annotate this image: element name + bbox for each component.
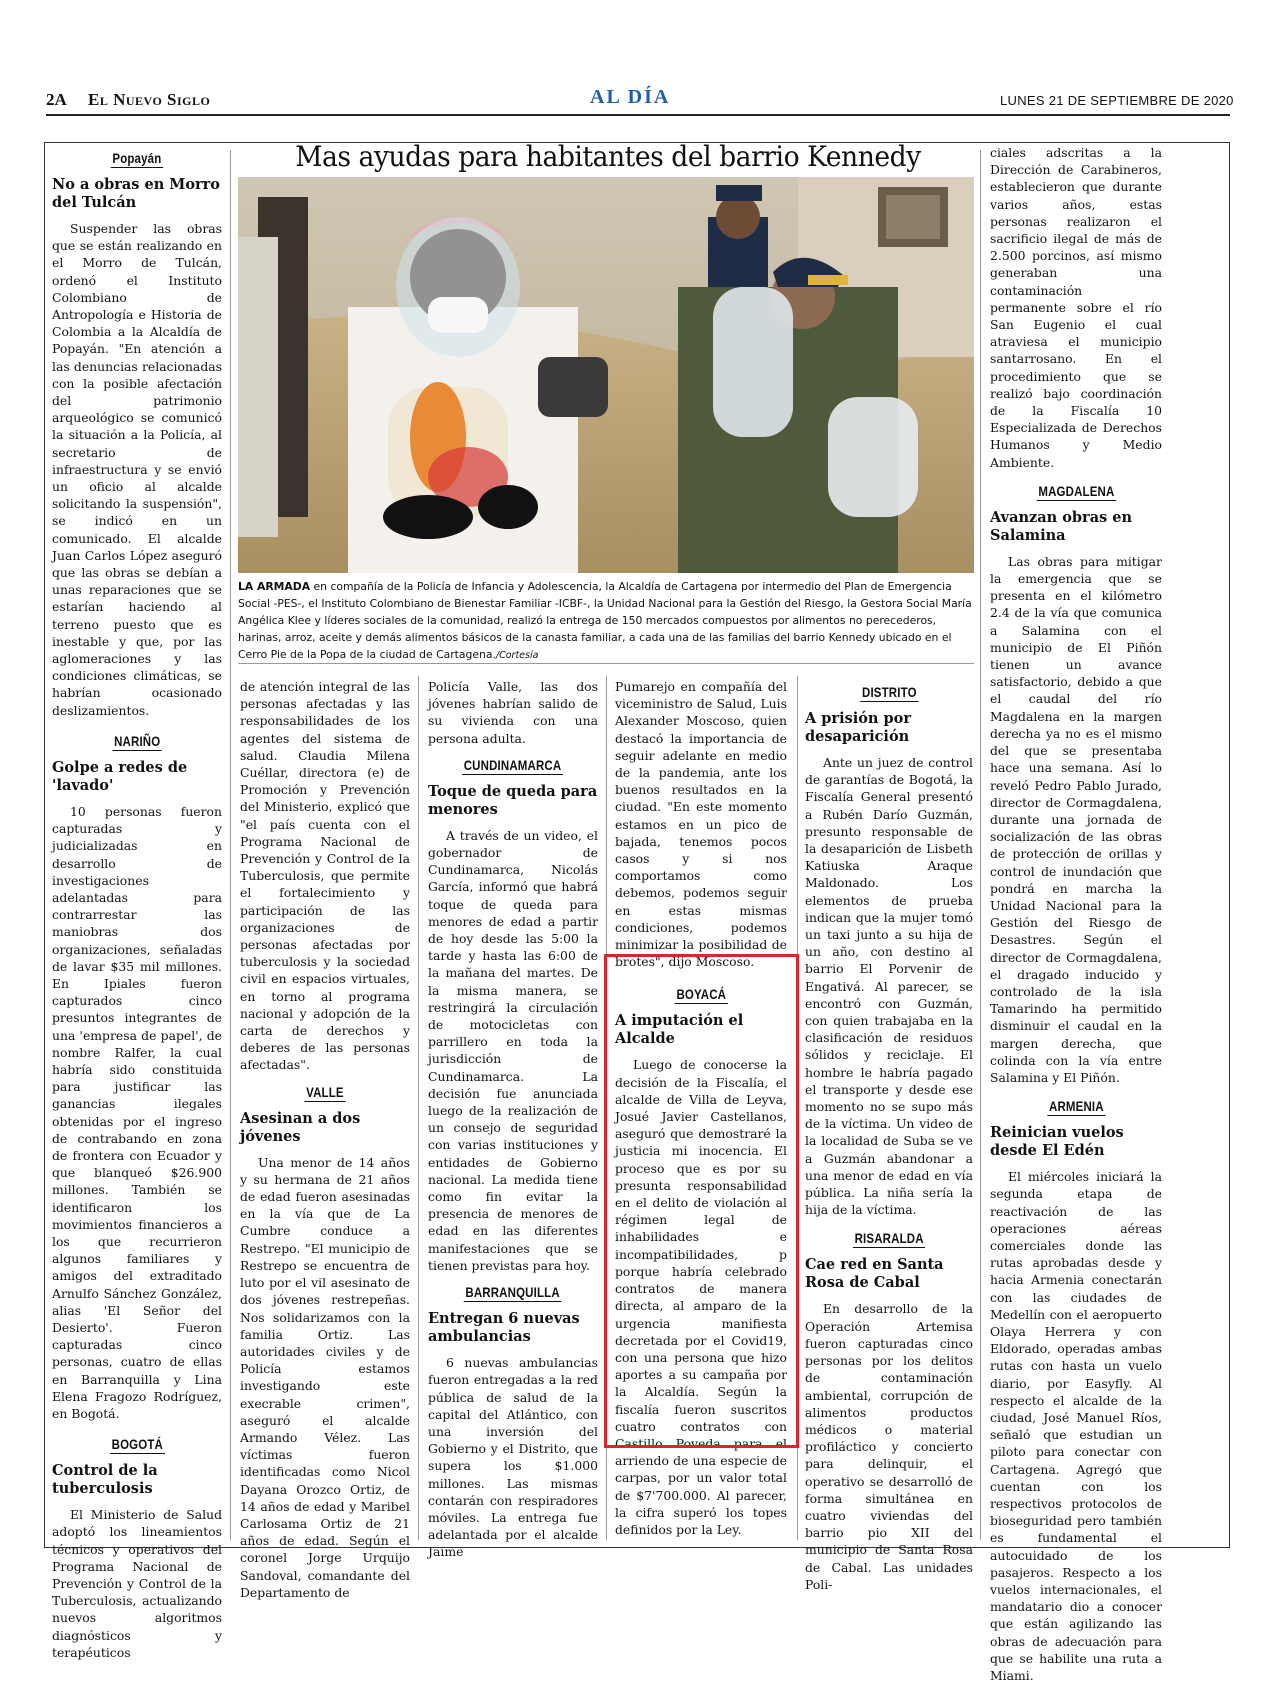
section-label-popayan: Popayán [112, 150, 162, 166]
article-title-valle: Asesinan a dos jóvenes [240, 1109, 361, 1145]
article-body-risaralda: En desarrollo de la Operación Artemisa fueron capturadas cinco personas por los delitos de contaminación ambiental, corrupción de alimentos productos médicos o material profiláctico y concierto para delinquir, el operativo se desarrolló de forma simultánea en cuatro viviendas del barrio pio XII del municipio de Santa Rosa de Cabal. Las unidades Poli- [805, 1301, 973, 1592]
article-body-risaralda-cont: ciales adscritas a la Dirección de Carabineros, establecieron que durante varios años, estas personas realizaron el sacrificio ilegal de más de 2.500 porcinos, así mismo generaban una contaminación permanente sobre el río San Eugenio el cual atraviesa el municipio santarrosano. En el procedimiento que se realizó bajo coordinación de la Fiscalía 10 Especializada de Derechos Humanos y Medio Ambiente. [990, 145, 1162, 470]
article-title-cundinamarca: Toque de queda para menores [428, 782, 598, 818]
article-title-boyaca: A imputación el Alcalde [615, 1012, 744, 1048]
main-photo [238, 177, 974, 573]
page-number: 2A [46, 90, 67, 109]
column-rule [230, 150, 231, 1540]
article-body-valle: Una menor de 14 años y su hermana de 21 años de edad fueron asesinadas en la vía que de La Cumbre conduce a Restrepo. "El municipio de Restrepo se encuentra de luto por el vil asesinato de dos jóvenes restrepeñas. Nos solidarizamos con la familia Ortiz. Las autoridades civiles y de Policía estamos investigando este execrable crimen", aseguró el alcalde Armando Vélez. Las víctimas fueron identificadas como Nicol Dayana Orozco Ortiz, de 14 años de edad y Maribel Carlosama Ortiz de 21 años de edad. Según el coronel Jorge Urquijo Sandoval, comandante del Departamento de [240, 1154, 410, 1600]
section-label-bogota: BOGOTÁ [111, 1436, 163, 1453]
article-title-risaralda: Cae red en Santa Rosa de Cabal [805, 1256, 944, 1292]
section-label-distrito: DISTRITO [861, 684, 917, 700]
section-label-magdalena: MAGDALENA [1037, 482, 1115, 499]
article-title-magdalena: Avanzan obras en Salamina [990, 508, 1133, 544]
caption-text: en compañía de la Policía de Infancia y Adolescencia, la Alcaldía de Cartagena por intermedio del Plan de Emergencia Social -PES-, el Instituto Colombiano de Bienestar Familiar -ICBF-, la Unidad Nacional para la Gestión del Riesgo, la Gestora Social María Angélica Klee y líderes sociales de la comunidad, realizó la entrega de 150 mercados compuestos por alimentos no perecederos, harinas, arroz, aceite y demás alimentos básicos de la canasta familiar, a cada una de las familias del barrio Kennedy ubicado en el Cerro Pie de la Popa de la ciudad de Cartagena. [238, 580, 972, 661]
column-3 [428, 678, 598, 1560]
article-body-boyaca: Luego de conocerse la decisión de la Fiscalía, el alcalde de Villa de Leyva, Josué Javier Castellanos, aseguró que demostraré la justicia mi inocencia. El proceso que es por su presunta responsabilidad en el delito de violación al régimen legal de inhabilidades e incompatibilidades, p porque habría celebrado contratos de manera directa, al amparo de la urgencia manifiesta decretada por el Covid19, con una persona que hizo aportes a su campaña por la Alcaldía. Según la fiscalía fueron suscritos cuatro contratos con Castillo Poveda para el arriendo de una especie de carpas, por un valor total de $7'700.000. Al parecer, la cifra superó los topes definidos por la Ley. [615, 1057, 787, 1537]
column-rule [980, 150, 981, 1540]
photo-caption [238, 578, 974, 664]
article-body-narino: 10 personas fueron capturadas y judicializadas en desarrollo de investigaciones adelantadas para contrarrestar las maniobras dos organizaciones, señaladas de lavar $35 mil millones. En Ipiales fueron capturados cinco presuntos integrantes de una 'empresa de papel', de nombre Ralfer, la cual habría sido constituida para justificar las ganancias ilegales obtenidas por el ingreso de contrabando en zona de frontera con Ecuador y que blanqueó $26.900 millones. También se identificaron los movimientos financieros a los que recurrieron algunos familiares y amigos del extraditado Arnulfo Sánchez González, alias 'El Señor del Desierto'. Fueron capturadas cinco personas, cuatro de ellas en Barranquilla y Lina Elena Fragozo Rodríguez, en Bogotá. [52, 803, 222, 1421]
article-title-armenia: Reinician vuelos desde El Edén [990, 1124, 1124, 1160]
article-body-cundinamarca: A través de un video, el gobernador de Cundinamarca, Nicolás García, informó que habrá toque de queda para menores de edad a partir de hoy desde las 5:00 la tarde y hasta las 6:00 de la mañana del martes. De la misma manera, se restringirá la circulación de motocicletas con parrillero en toda la jurisdicción de Cundinamarca. La decisión fue anunciada luego de la realización de un consejo de seguridad con varias instituciones y entidades de Gobierno nacional. La medida tiene como fin evitar la presencia de menores de edad en las diferentes manifestaciones que se tienen previstas para hoy. [428, 827, 598, 1273]
article-body-magdalena: Las obras para mitigar la emergencia que se presenta en el kilómetro 2.4 de la vía que comunica a Salamina con el municipio de El Piñón tienen un avance satisfactorio, debido a que el caudal del río Magdalena en la margen derecha ya no es el mismo del que se presentaba hace una semana. Así lo reveló Pedro Pablo Jurado, director de Cormagdalena, durante una jornada de socialización de las obras de protección de orillas y control de inundación que pondrá en marcha la Unidad Nacional para la Gestión del Riesgo de Desastres. Según el director de Cormagdalena, el dragado inducido y controlado de la isla Tamarindo ha permitido disminuir el caudal en la margen derecha, que colinda con la vía entre Salamina y El Piñón. [990, 553, 1162, 1085]
main-headline: Mas ayudas para habitantes del barrio Kennedy [295, 140, 921, 173]
section-label-risaralda: RISARALDA [854, 1230, 924, 1247]
column-1 [52, 144, 222, 1660]
article-title-popayan: No a obras en Morro del Tulcán [52, 176, 220, 211]
column-6 [990, 144, 1162, 1684]
article-title-narino: Golpe a redes de 'lavado' [52, 758, 188, 794]
article-title-barranquilla: Entregan 6 nuevas ambulancias [428, 1310, 580, 1346]
article-body-popayan: Suspender las obras que se están realizando en el Morro de Tulcán, ordenó el Instituto Colombiano de Antropología e Historia de Colombia a la Alcaldía de Popayán. "En atención a las denuncias relacionadas con la posible afectación del patrimonio arqueológico se comunicó la situación a la Policía, al secretario de infraestructura y se envió un oficio al alcalde solicitando la suspensión", se indicó en un comunicado. El alcalde Juan Carlos López aseguró que las obras se debían a unas reparaciones que se estarían haciendo al terreno puesto que es inestable y que, por las aglomeraciones y las condiciones climáticas, se habrían ocasionado deslizamientos. [52, 221, 222, 718]
article-body-barranquilla-cont: Pumarejo en compañía del viceministro de Salud, Luis Alexander Moscoso, quien destacó la importancia de seguir adelante en medio de la pandemia, ante los buenos resultados en la ciudad. "En este momento estamos en un pico de bajada, tenemos pocos casos y si nos comportamos como debemos, podemos seguir en estas mismas condiciones, podemos minimizar la posibilidad de brotes", dijo Moscoso. [615, 679, 787, 970]
caption-lead: LA ARMADA [238, 580, 311, 593]
header-rule [46, 114, 1230, 116]
highlight-box-boyaca [604, 954, 799, 1448]
article-title-bogota: Control de la tuberculosis [52, 1462, 158, 1498]
section-label-armenia: ARMENIA [1048, 1098, 1104, 1115]
column-5 [805, 678, 973, 1592]
article-title-distrito: A prisión por desaparición [805, 710, 911, 745]
column-2 [240, 678, 410, 1600]
newspaper-name: El Nuevo Siglo [88, 90, 211, 109]
article-body-bogota-cont: de atención integral de las personas afectadas y las responsabilidades de los agentes del sistema de salud. Claudia Milena Cuéllar, directora (e) de Promoción y Prevención del Ministerio, explicó que "el país cuenta con el Programa Nacional de Prevención y Control de la Tuberculosis, que permite el fortalecimiento y participación de las organizaciones de personas afectadas por tuberculosis y la sociedad civil en espacios virtuales, en torno al programa nacional y adopción de la carta de derechos y deberes de las personas afectadas". [240, 679, 410, 1073]
section-label-boyaca: BOYACÁ [676, 986, 726, 1003]
article-body-distrito: Ante un juez de control de garantías de Bogotá, la Fiscalía General presentó a Rubén Darío Guzmán, presunto responsable de la desaparición de Lisbeth Katiuska Araque Maldonado. Los elementos de prueba indican que la mujer tomó un taxi junto a su hija de un año, con destino al barrio El Porvenir de Engativá. Al parecer, se encontró con Guzmán, con quien trabajaba en la clasificación de residuos sólidos y reciclaje. El hombre le habría pagado el transporte y desde ese momento no se supo más de la víctima. Un video de la localidad de Suba se ve a Guzmán abandonar a una menor de edad en vía pública. La niña sería la hija de la víctima. [805, 755, 973, 1218]
article-body-armenia: El miércoles iniciará la segunda etapa de reactivación de las operaciones aéreas comerciales donde las rutas aprobadas desde y hacia Armenia conectarán con las ciudades de Medellín con el aeropuerto Olaya Herrera y con Eldorado, operadas ambas rutas con hasta un vuelo diario, por Easyfly. Al respecto el alcalde de la ciudad, José Manuel Ríos, señaló que estudian un piloto para conectar con Cartagena. Agregó que cuentan con los respectivos protocolos de bioseguridad pero también es fundamental el autocuidado de los pasajeros. Respecto a los vuelos internacionales, el mandatario dio a conocer que están agilizando las obras de adecuación para que se habilite una ruta a Miami. [990, 1169, 1162, 1684]
article-body-bogota: El Ministerio de Salud adoptó los lineamientos técnicos y operativos del Programa Nacional de Prevención y Control de la Tuberculosis, actualizando nuevos algoritmos diagnósticos y terapéuticos [52, 1507, 222, 1660]
caption-credit: /Cortesía [495, 650, 539, 661]
section-name: AL DÍA [590, 86, 671, 108]
section-label-barranquilla: BARRANQUILLA [465, 1284, 561, 1301]
section-label-cundinamarca: CUNDINAMARCA [464, 756, 562, 773]
column-rule [418, 676, 419, 1540]
section-label-valle: VALLE [306, 1083, 344, 1100]
issue-date: LUNES 21 DE SEPTIEMBRE DE 2020 [1000, 93, 1234, 108]
article-body-barranquilla: 6 nuevas ambulancias fueron entregadas a la red pública de salud de la capital del Atlántico, con una inversión del Gobierno y el Distrito, que supera los $1.000 millones. Las mismas contarán con respiradores móviles. La entrega fue adelantada por el alcalde Jaime [428, 1355, 598, 1560]
section-label-narino: NARIÑO [113, 732, 161, 749]
article-body-valle-cont: Policía Valle, las dos jóvenes habrían salido de su vivienda con una persona adulta. [428, 679, 598, 746]
photo-illustration [238, 177, 974, 573]
